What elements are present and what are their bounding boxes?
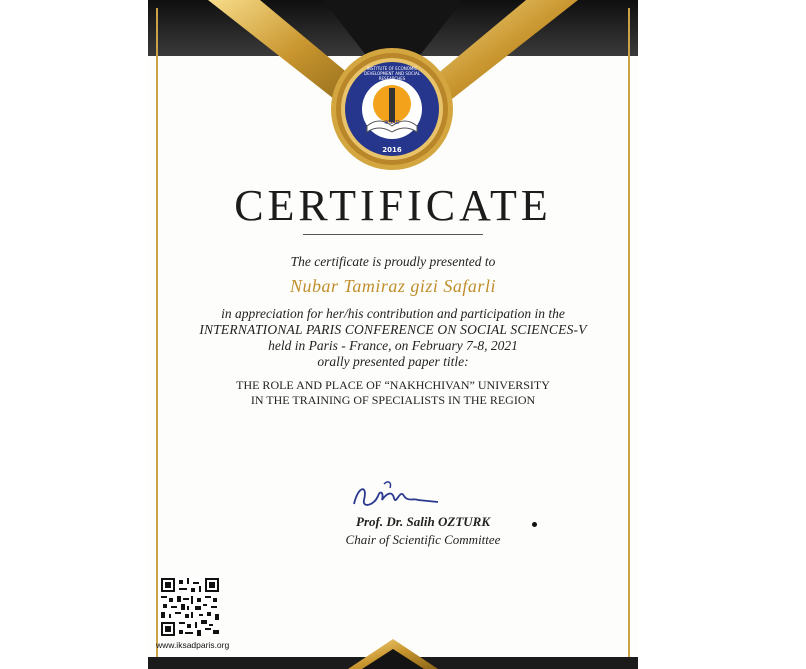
held-line: held in Paris - France, on February 7-8, 2021 xyxy=(268,338,518,353)
institute-seal xyxy=(329,46,455,172)
dot-mark xyxy=(532,522,537,527)
paper-title-line2: IN THE TRAINING OF SPECIALISTS IN THE REGION xyxy=(250,393,536,407)
signatory-role: Chair of Scientific Committee xyxy=(345,532,501,547)
seal-inner-text: IKSAD xyxy=(384,120,400,126)
bottom-decoration xyxy=(148,639,638,669)
signatory-name: Prof. Dr. Salih OZTURK xyxy=(356,514,490,529)
appreciation-line: in appreciation for her/his contribution and participation in the xyxy=(221,306,565,321)
website-url: www.iksadparis.org xyxy=(156,640,230,650)
signature xyxy=(346,476,446,516)
qr-code xyxy=(161,578,219,636)
certificate-document xyxy=(148,0,638,669)
seal-year: 2016 xyxy=(382,146,402,154)
paper-title-line1: THE ROLE AND PLACE OF “NAKHCHIVAN” UNIVERSITY xyxy=(236,378,550,392)
paper-label: orally presented paper title: xyxy=(317,354,469,369)
seal-ring-text: INSTITUTE OF ECONOMIC DEVELOPMENT AND SOCIAL RESEARCHES xyxy=(364,66,420,81)
presented-line: The certificate is proudly presented to xyxy=(290,254,496,269)
certificate-title: CERTIFICATE xyxy=(234,181,552,230)
title-divider xyxy=(303,234,483,235)
recipient-name: Nubar Tamiraz gizi Safarli xyxy=(290,276,496,296)
conference-name: INTERNATIONAL PARIS CONFERENCE ON SOCIAL SCIENCES-V xyxy=(199,322,587,337)
